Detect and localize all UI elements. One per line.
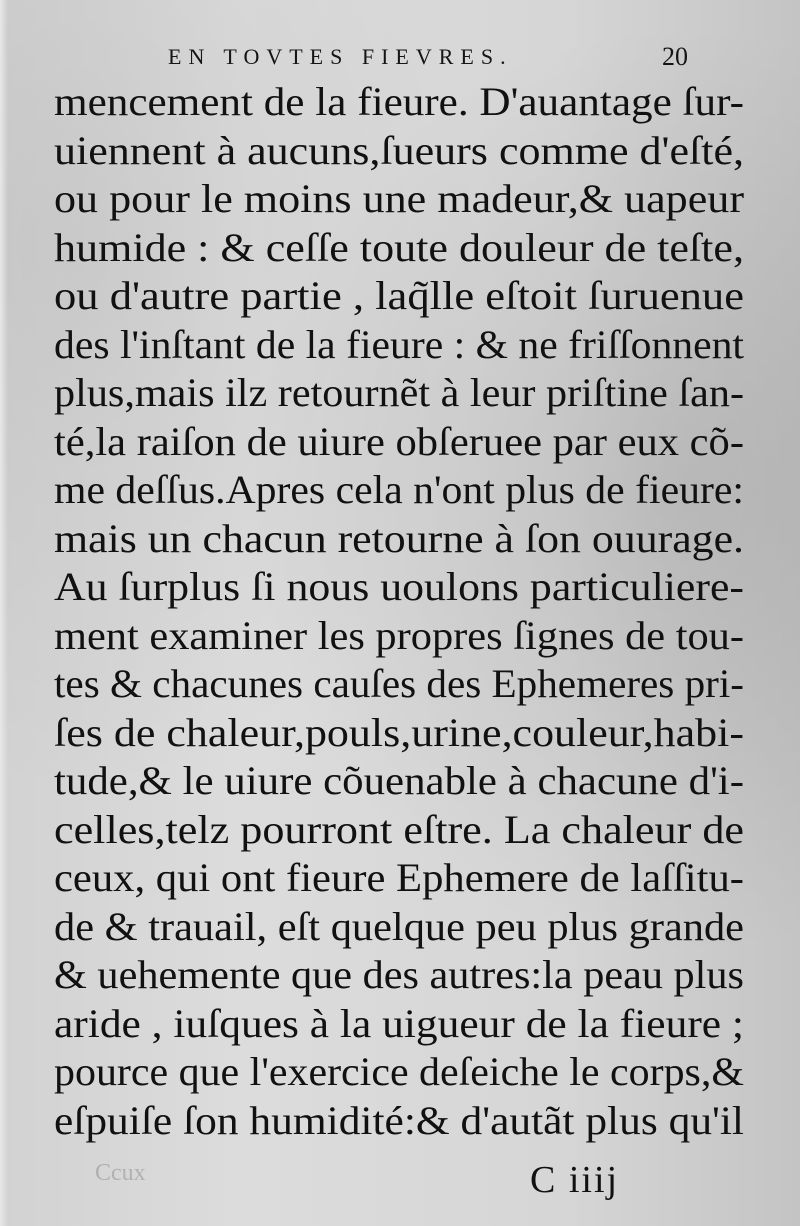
text-line: té,la raiſon de uiure obſeruee par eux cõ-	[54, 418, 744, 464]
body-text	[54, 78, 744, 1145]
text-line: & uehemente que des autres:la peau plus	[54, 952, 744, 997]
running-title: EN TOVTES FIEVRES.	[168, 44, 513, 69]
text-line: aride , iuſques à la uigueur de la fieure ;	[54, 1000, 744, 1046]
text-line: tes & chacunes cauſes des Ephemeres pri-	[54, 661, 745, 706]
text-line: plus,mais ilz retournẽt à leur priſtine ſan-	[54, 370, 744, 415]
text-line: de & trauail, eſt quelque peu plus grande	[54, 903, 744, 949]
text-line: mencement de la fieure. D'auantage ſur-	[54, 79, 744, 124]
text-line: ou pour le moins une madeur,& uapeur	[54, 176, 744, 221]
signature-mark: C iiij	[530, 1159, 620, 1201]
text-line: pource que l'exercice deſeiche le corps,&	[54, 1049, 744, 1094]
text-line: des l'inſtant de la fieure : & ne friſſonnent	[54, 321, 744, 367]
text-line: me deſſus.Apres cela n'ont plus de fieure:	[54, 467, 744, 512]
text-line: ou d'autre partie , laq̃lle eſtoit ſuruenue	[54, 273, 744, 318]
page-number: 20	[662, 42, 688, 71]
text-line: celles,telz pourront eſtre. La chaleur de	[54, 806, 744, 852]
bleed-through-mark: Ccux	[95, 1160, 146, 1186]
text-line: humide : & ceſſe toute douleur de teſte,	[54, 224, 744, 270]
text-line: ceux, qui ont fieure Ephemere de laſſitu-	[54, 855, 744, 900]
text-line: uiennent à aucuns,ſueurs comme d'eſté,	[54, 127, 744, 173]
text-line: ment examiner les propres ſignes de tou-	[54, 612, 744, 658]
text-line: eſpuiſe ſon humidité:& d'autãt plus qu'il	[54, 1097, 745, 1143]
text-line: ſes de chaleur,pouls,urine,couleur,habi-	[54, 709, 744, 755]
text-line: tude,& le uiure cõuenable à chacune d'i-	[54, 758, 744, 803]
scan-edge	[0, 0, 8, 1226]
text-line: Au ſurplus ſi nous uoulons particuliere-	[54, 564, 744, 609]
text-line: mais un chacun retourne à ſon ouurage.	[54, 515, 744, 561]
